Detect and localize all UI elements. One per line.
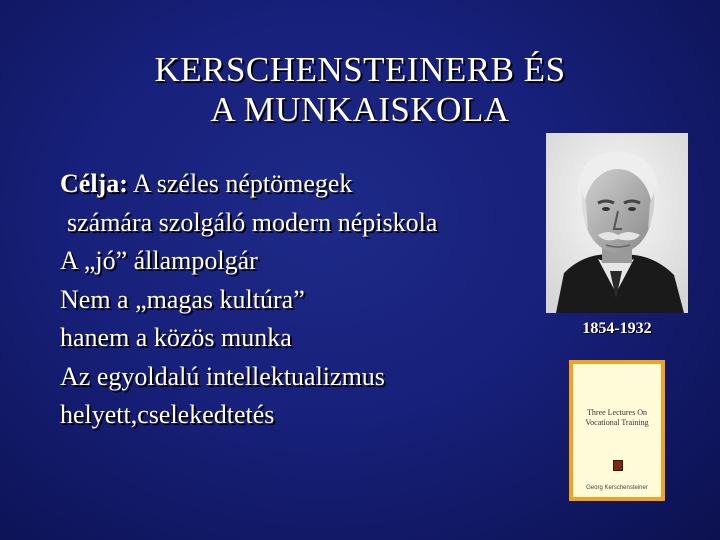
body-line-6: Az egyoldalú intellektualizmus <box>60 361 385 391</box>
title-line-1: KERSCHENSTEINERB ÉS <box>154 50 566 89</box>
goal-text: A széles néptömegek <box>127 169 353 198</box>
book-title-line-2: Vocational Training <box>585 418 649 427</box>
slide-body <box>60 165 540 435</box>
book-emblem-icon <box>613 460 623 471</box>
body-line-goal <box>60 165 540 204</box>
book-title-line-1: Three Lectures On <box>587 408 647 417</box>
title-line-2: A MUNKAISKOLA <box>210 90 510 129</box>
book-author: Georg Kerschensteiner <box>586 485 648 491</box>
body-line-3: A „jó” állampolgár <box>60 246 258 275</box>
portrait-photo <box>546 133 688 313</box>
portrait-drawing <box>546 133 688 313</box>
body-line-2: számára szolgáló modern népiskola <box>67 207 438 237</box>
goal-label: Célja: <box>60 169 128 198</box>
book-title <box>577 408 657 428</box>
book-cover <box>569 360 665 501</box>
body-line-7: helyett,cselekedtetés <box>60 400 275 429</box>
book-cover-inner <box>573 364 661 497</box>
body-line-5: hanem a közös munka <box>60 323 292 352</box>
body-line-4: Nem a „magas kultúra” <box>60 284 305 314</box>
slide-title <box>0 50 720 130</box>
portrait-caption: 1854-1932 <box>582 320 652 337</box>
